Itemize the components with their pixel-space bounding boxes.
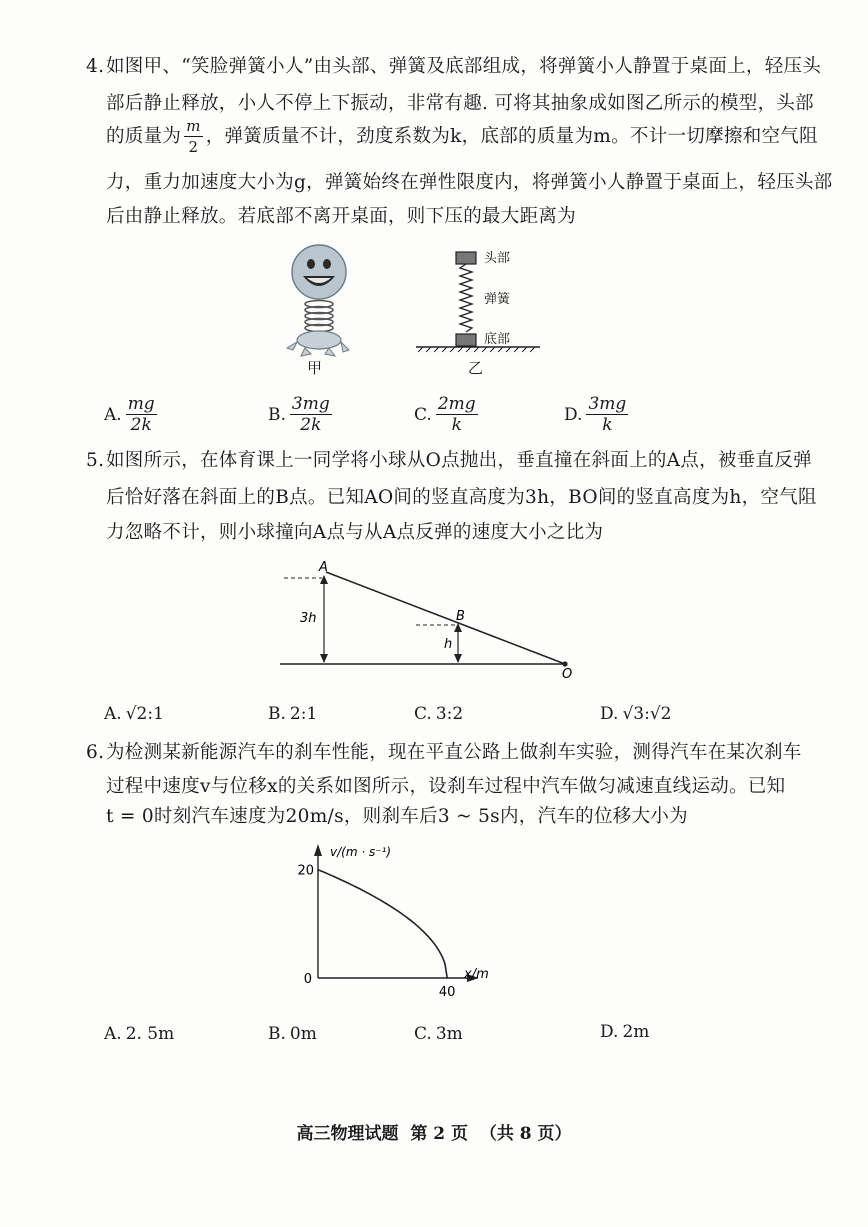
- q4-option-a[interactable]: [104, 394, 157, 435]
- q6-line-3: t = 0时刻汽车速度为20m/s，则刹车后3 ~ 5s内，汽车的位移大小为: [106, 806, 688, 827]
- y-tick-20: 20: [297, 863, 314, 879]
- q4-option-a-num: mg: [127, 394, 155, 414]
- label-a: A: [319, 560, 328, 575]
- y-axis-label: v/(m · s⁻¹): [330, 845, 392, 859]
- velocity-curve: [318, 870, 447, 978]
- y-axis-arrow: [314, 844, 322, 856]
- label-h: h: [444, 637, 453, 652]
- q5-option-b-label: B.: [268, 704, 286, 724]
- q6-line-2: 过程中速度v与位移x的关系如图所示，设刹车过程中汽车做匀减速直线运动。已知: [106, 776, 786, 797]
- velocity-displacement-chart: [290, 838, 510, 998]
- figure-label-jia: 甲: [307, 359, 323, 377]
- q6-option-a-text: 2. 5m: [125, 1024, 175, 1044]
- label-b: B: [456, 609, 465, 624]
- q6-number: 6.: [86, 742, 105, 763]
- q4-option-c-fraction: [436, 394, 478, 435]
- q5-line-2: 后恰好落在斜面上的B点。已知AO间的竖直高度为3h，BO间的竖直高度为h，空气阻: [106, 487, 817, 508]
- q6-option-d-label: D.: [600, 1022, 619, 1042]
- page-footer: 高三物理试题 第 2 页 （共 8 页）: [296, 1124, 572, 1144]
- q6-option-a-label: A.: [104, 1024, 122, 1044]
- head-mass-denominator: 2: [188, 138, 199, 156]
- q4-option-c-num: 2mg: [437, 394, 476, 414]
- label-o: O: [562, 667, 573, 682]
- q4-option-b-num: 3mg: [291, 394, 330, 414]
- q5-option-d-text: √3:√2: [622, 704, 672, 724]
- q4-line-3: [106, 116, 818, 157]
- q5-option-b[interactable]: [268, 704, 317, 724]
- q4-line-3-pre: 的质量为: [106, 126, 182, 147]
- q4-option-a-label: A.: [104, 404, 122, 425]
- q6-option-b[interactable]: [268, 1024, 317, 1044]
- x-axis-label: x/m: [464, 967, 489, 982]
- q6-option-c-text: 3m: [435, 1024, 463, 1044]
- spring-model-figure: [410, 244, 545, 356]
- q6-option-d-text: 2m: [622, 1022, 650, 1042]
- figure-label-yi: 乙: [468, 359, 484, 377]
- q4-option-b-fraction: [290, 394, 332, 435]
- label-spring: 弹簧: [484, 292, 511, 307]
- q4-option-d-num: 3mg: [588, 394, 627, 414]
- q5-option-c-label: C.: [414, 704, 432, 724]
- q4-option-d-fraction: [586, 394, 628, 435]
- q4-line-1: 如图甲、“笑脸弹簧小人”由头部、弹簧及底部组成，将弹簧小人静置于桌面上，轻压头: [106, 56, 822, 77]
- q5-option-a[interactable]: [104, 704, 164, 724]
- q5-option-c[interactable]: [414, 704, 463, 724]
- q6-option-c[interactable]: [414, 1024, 463, 1044]
- q5-option-a-text: √2:1: [125, 704, 164, 724]
- smiley-base-image: [287, 331, 349, 356]
- q5-option-d-label: D.: [600, 704, 619, 724]
- label-head: 头部: [484, 251, 511, 266]
- q4-option-d[interactable]: [564, 394, 628, 435]
- q4-option-d-label: D.: [564, 404, 583, 425]
- label-3h: 3h: [300, 611, 317, 626]
- q5-option-d[interactable]: [600, 704, 671, 724]
- q4-number: 4.: [86, 56, 105, 77]
- q4-line-2: 部后静止释放，小人不停上下振动，非常有趣. 可将其抽象成如图乙所示的模型，头部: [106, 93, 814, 114]
- point-o: [562, 661, 567, 666]
- q4-option-c-label: C.: [414, 404, 432, 425]
- q4-option-c[interactable]: [414, 394, 478, 435]
- q5-option-c-text: 3:2: [435, 704, 464, 724]
- q6-option-d[interactable]: [600, 1022, 649, 1042]
- q4-option-d-den: k: [602, 415, 613, 435]
- q4-line-5: 后由静止释放。若底部不离开桌面，则下压的最大距离为: [106, 206, 577, 227]
- q5-number: 5.: [86, 450, 105, 471]
- smiley-head-image: [292, 245, 346, 299]
- head-mass-numerator: m: [186, 117, 201, 135]
- q4-option-b-label: B.: [268, 404, 286, 425]
- q4-option-a-den: 2k: [130, 415, 152, 435]
- q6-line-1: 为检测某新能源汽车的刹车性能，现在平直公路上做刹车实验，测得汽车在某次刹车: [106, 742, 802, 763]
- q5-option-b-text: 2:1: [289, 704, 318, 724]
- x-tick-0: 0: [303, 972, 312, 987]
- q4-option-c-den: k: [451, 415, 462, 435]
- q6-option-b-label: B.: [268, 1024, 286, 1044]
- q4-line-3-post: ，弹簧质量不计，劲度系数为k，底部的质量为m。不计一切摩擦和空气阻: [205, 126, 818, 147]
- incline-figure: [270, 558, 590, 683]
- q4-line-4: 力，重力加速度大小为g，弹簧始终在弹性限度内，将弹簧小人静置于桌面上，轻压头部: [106, 172, 833, 193]
- q4-option-b[interactable]: [268, 394, 332, 435]
- q6-option-c-label: C.: [414, 1024, 432, 1044]
- q5-option-a-label: A.: [104, 704, 122, 724]
- head-mass-fraction: [184, 116, 203, 157]
- head-block: [456, 252, 476, 264]
- q5-line-1: 如图所示，在体育课上一同学将小球从O点抛出，垂直撞在斜面上的A点，被垂直反弹: [106, 450, 812, 471]
- label-base: 底部: [484, 332, 511, 347]
- q6-option-a[interactable]: [104, 1024, 174, 1044]
- q6-option-b-text: 0m: [289, 1024, 317, 1044]
- base-block: [456, 334, 476, 346]
- spring-coils-image: [305, 301, 333, 332]
- q4-option-a-fraction: [126, 394, 157, 435]
- spring-zigzag: [460, 264, 472, 332]
- q4-option-b-den: 2k: [300, 415, 322, 435]
- x-tick-40: 40: [438, 985, 456, 998]
- q5-line-3: 力忽略不计，则小球撞向A点与从A点反弹的速度大小之比为: [106, 522, 604, 543]
